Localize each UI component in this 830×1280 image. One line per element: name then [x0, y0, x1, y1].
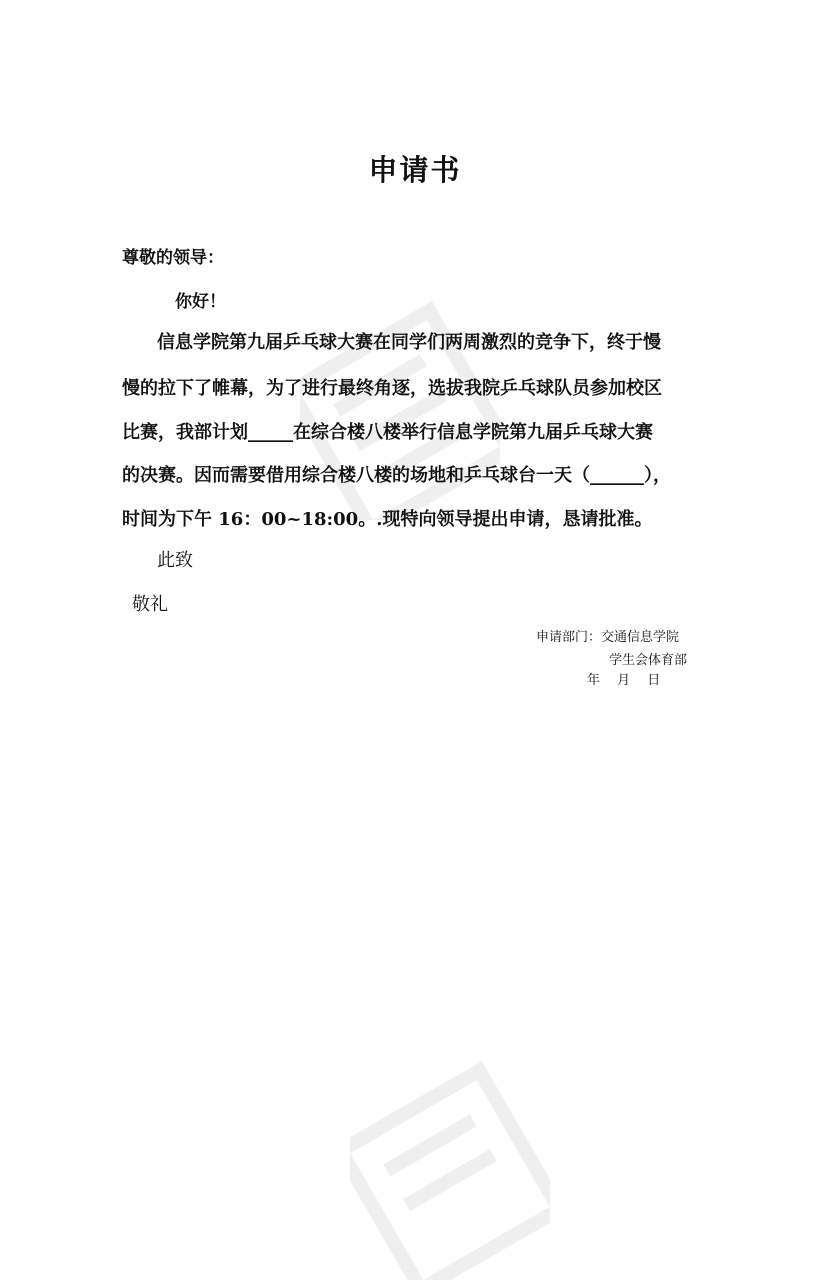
body-line: 时间为下午 16：00~18:00。.现特向领导提出申请，恳请批准。: [122, 509, 653, 530]
body-line: 的决赛。因而需要借用综合楼八楼的场地和乒乓球台一天（______），: [122, 465, 671, 486]
signature-department: 申请部门：交通信息学院: [536, 630, 680, 645]
closing-regards: 敬礼: [132, 594, 168, 615]
signature-organization: 学生会体育部: [609, 653, 688, 668]
body-line: 信息学院第九届乒乓球大赛在同学们两周激烈的竞争下，终于慢: [157, 332, 661, 353]
body-line: 比赛，我部计划_____在综合楼八楼举行信息学院第九届乒乓球大赛: [122, 422, 653, 443]
watermark-icon: [350, 1060, 550, 1280]
salutation: 尊敬的领导：: [122, 248, 224, 268]
body-line: 慢的拉下了帷幕，为了进行最终角逐，选拔我院乒乓球队员参加校区: [122, 378, 662, 399]
closing-salutation: 此致: [157, 550, 193, 571]
document-title: 申请书: [368, 153, 462, 187]
signature-date: 年 月 日: [587, 673, 661, 688]
greeting: 你好！: [175, 292, 226, 312]
